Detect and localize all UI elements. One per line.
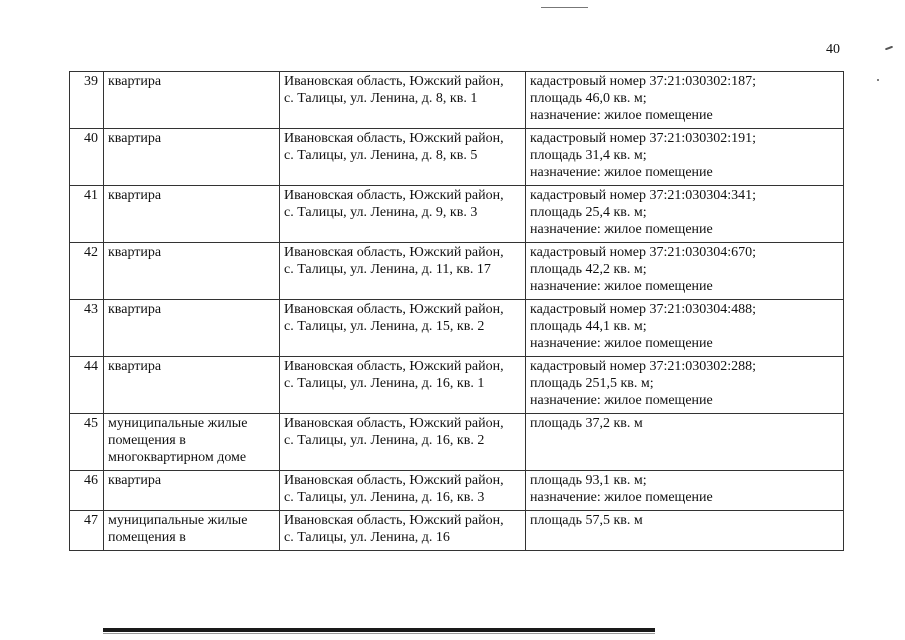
scan-edge-bar — [103, 628, 655, 632]
table-row — [70, 243, 844, 300]
property-address: Ивановская область, Южский район, с. Талицы, ул. Ленина, д. 16, кв. 1 — [280, 357, 526, 414]
property-address: Ивановская область, Южский район, с. Талицы, ул. Ленина, д. 11, кв. 17 — [280, 243, 526, 300]
row-number: 40 — [70, 129, 104, 186]
table-row — [70, 186, 844, 243]
table-row — [70, 414, 844, 471]
property-address: Ивановская область, Южский район, с. Талицы, ул. Ленина, д. 15, кв. 2 — [280, 300, 526, 357]
row-number: 45 — [70, 414, 104, 471]
property-address: Ивановская область, Южский район, с. Талицы, ул. Ленина, д. 16, кв. 3 — [280, 471, 526, 511]
property-characteristics: площадь 37,2 кв. м — [526, 414, 844, 471]
scan-speck — [877, 79, 879, 81]
table-row — [70, 357, 844, 414]
property-name: квартира — [104, 186, 280, 243]
property-address: Ивановская область, Южский район, с. Талицы, ул. Ленина, д. 9, кв. 3 — [280, 186, 526, 243]
scan-speck — [885, 46, 893, 51]
property-address: Ивановская область, Южский район, с. Талицы, ул. Ленина, д. 8, кв. 1 — [280, 72, 526, 129]
table-row — [70, 511, 844, 551]
property-name: квартира — [104, 300, 280, 357]
page-number: 40 — [826, 42, 840, 57]
row-number: 41 — [70, 186, 104, 243]
row-number: 39 — [70, 72, 104, 129]
row-number: 46 — [70, 471, 104, 511]
property-characteristics: площадь 93,1 кв. м; назначение: жилое помещение — [526, 471, 844, 511]
top-dash-mark — [541, 7, 588, 8]
scan-edge-line — [103, 633, 655, 634]
row-number: 47 — [70, 511, 104, 551]
property-address: Ивановская область, Южский район, с. Талицы, ул. Ленина, д. 8, кв. 5 — [280, 129, 526, 186]
property-characteristics: кадастровый номер 37:21:030304:341; площадь 25,4 кв. м; назначение: жилое помещение — [526, 186, 844, 243]
property-name: квартира — [104, 72, 280, 129]
table-row — [70, 72, 844, 129]
property-name: муниципальные жилые помещения в многоквартирном доме — [104, 414, 280, 471]
property-name: квартира — [104, 129, 280, 186]
property-address: Ивановская область, Южский район, с. Талицы, ул. Ленина, д. 16 — [280, 511, 526, 551]
row-number: 43 — [70, 300, 104, 357]
row-number: 42 — [70, 243, 104, 300]
property-characteristics: кадастровый номер 37:21:030302:191; площадь 31,4 кв. м; назначение: жилое помещение — [526, 129, 844, 186]
property-characteristics: кадастровый номер 37:21:030302:288; площадь 251,5 кв. м; назначение: жилое помещение — [526, 357, 844, 414]
property-address: Ивановская область, Южский район, с. Талицы, ул. Ленина, д. 16, кв. 2 — [280, 414, 526, 471]
property-characteristics: площадь 57,5 кв. м — [526, 511, 844, 551]
property-registry-table — [69, 71, 844, 551]
property-characteristics: кадастровый номер 37:21:030304:670; площадь 42,2 кв. м; назначение: жилое помещение — [526, 243, 844, 300]
property-characteristics: кадастровый номер 37:21:030304:488; площадь 44,1 кв. м; назначение: жилое помещение — [526, 300, 844, 357]
property-name: квартира — [104, 243, 280, 300]
property-name: квартира — [104, 471, 280, 511]
property-name: муниципальные жилые помещения в — [104, 511, 280, 551]
property-name: квартира — [104, 357, 280, 414]
table-row — [70, 300, 844, 357]
property-characteristics: кадастровый номер 37:21:030302:187; площадь 46,0 кв. м; назначение: жилое помещение — [526, 72, 844, 129]
table-row — [70, 129, 844, 186]
row-number: 44 — [70, 357, 104, 414]
table-row — [70, 471, 844, 511]
